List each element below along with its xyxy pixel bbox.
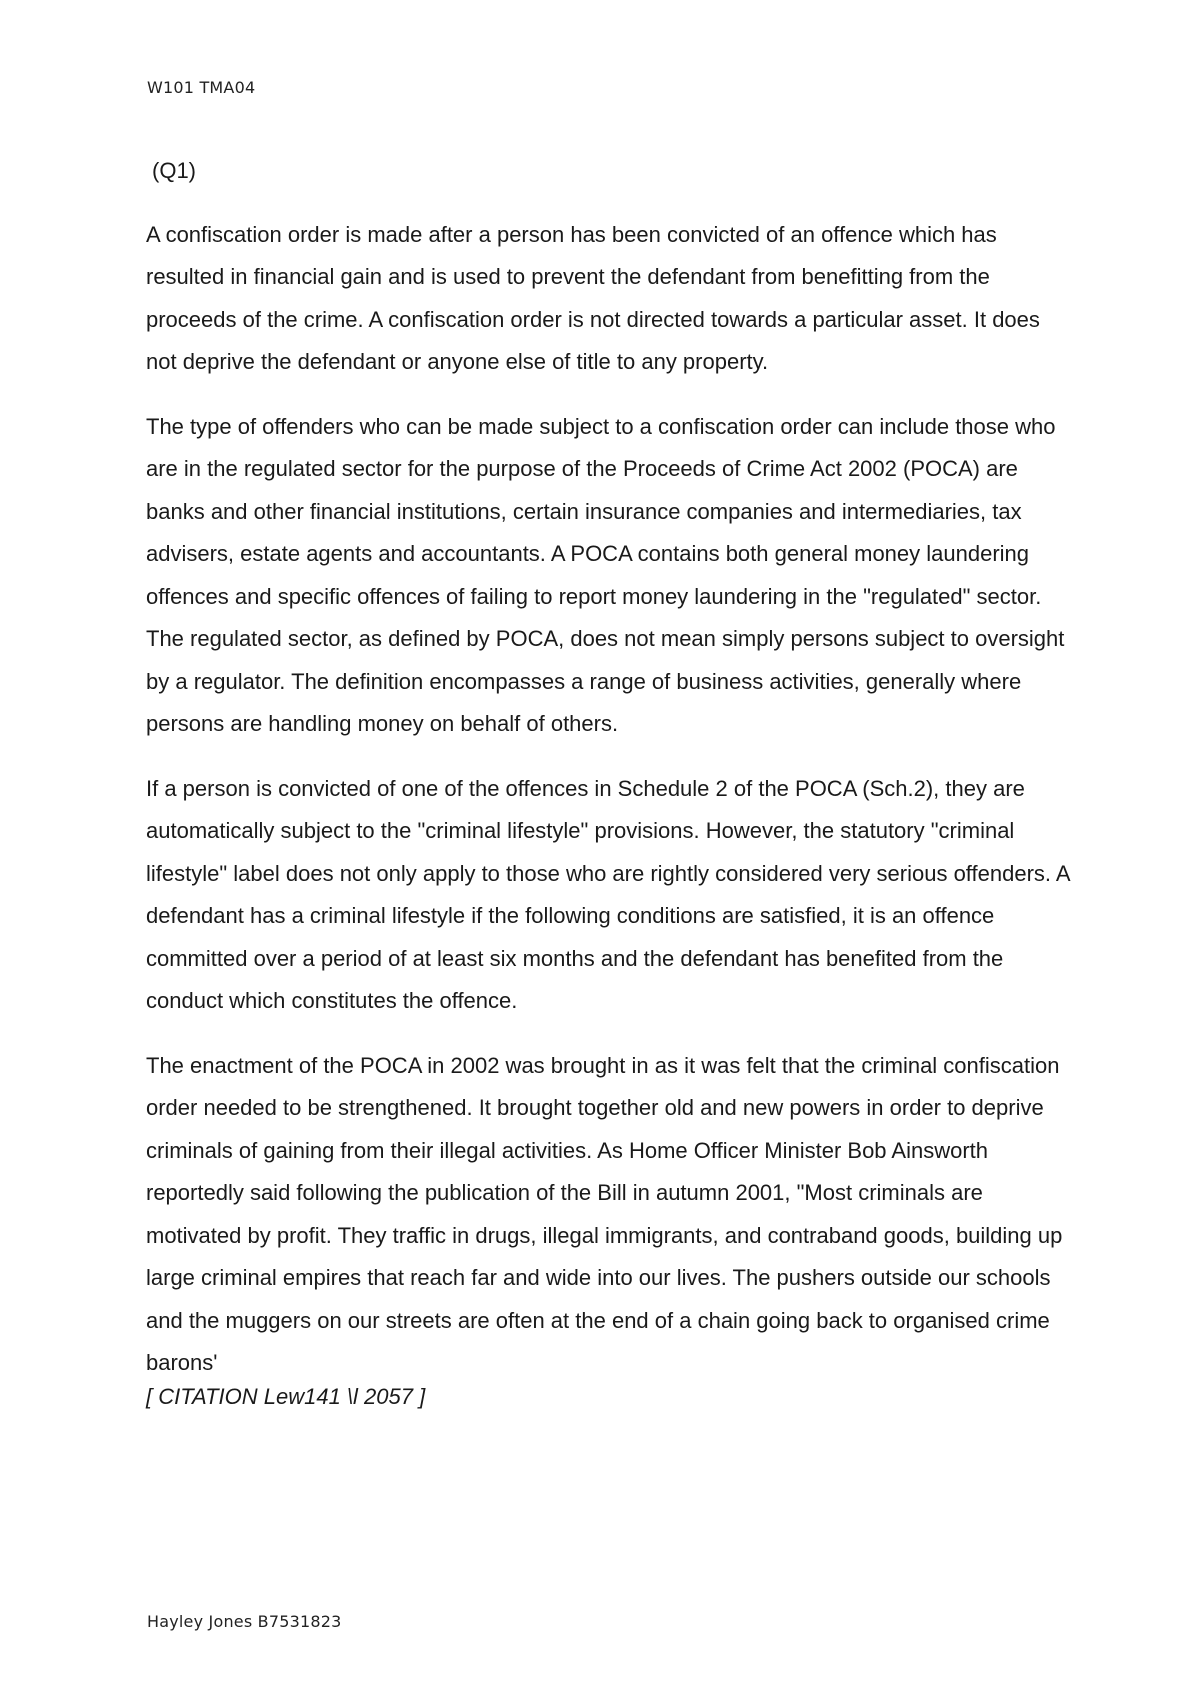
page-header: W101 TMA04: [147, 78, 256, 97]
paragraph-poca-enactment-text: The enactment of the POCA in 2002 was brought in as it was felt that the criminal confiscation order needed to be strengthened. It brought together old and new powers in order to deprive criminals of gaining from their illegal activities. As Home Officer Minister Bob Ainsworth reportedly said following the publication of the Bill in autumn 2001, "Most criminals are motivated by profit. They traffic in drugs, illegal immigrants, and contraband goods, building up large criminal empires that reach far and wide into our lives. The pushers outside our schools and the muggers on our streets are often at the end of a chain going back to organised crime barons': [146, 1052, 1063, 1375]
paragraph-criminal-lifestyle: If a person is convicted of one of the offences in Schedule 2 of the POCA (Sch.2), they are automatically subject to the "criminal lifestyle" provisions. However, the statutory "criminal lifestyle" label does not only apply to those who are rightly considered very serious offenders. A defendant has a criminal lifestyle if the following conditions are satisfied, it is an offence committed over a period of at least six months and the defendant has benefited from the conduct which constitutes the offence.: [146, 775, 1070, 1013]
paragraph-regulated-sector: The type of offenders who can be made subject to a confiscation order can include those who are in the regulated sector for the purpose of the Proceeds of Crime Act 2002 (POCA) are banks and other financial institutions, certain insurance companies and intermediaries, tax advisers, estate agents and accountants. A POCA contains both general money laundering offences and specific offences of failing to report money laundering in the "regulated" sector. The regulated sector, as defined by POCA, does not mean simply persons subject to oversight by a regulator. The definition encompasses a range of business activities, generally where persons are handling money on behalf of others.: [146, 413, 1065, 736]
document-body: [146, 150, 1076, 1411]
page-footer: Hayley Jones B7531823: [147, 1612, 342, 1631]
question-label: (Q1): [152, 158, 196, 183]
paragraph-poca-enactment: [146, 1045, 1076, 1411]
citation-field: [ CITATION Lew141 \l 2057 ]: [146, 1383, 426, 1409]
paragraph-confiscation-definition: A confiscation order is made after a person has been convicted of an offence which has resulted in financial gain and is used to prevent the defendant from benefitting from the proceeds of the crime. A confiscation order is not directed towards a particular asset. It does not deprive the defendant or anyone else of title to any property.: [146, 221, 1040, 374]
